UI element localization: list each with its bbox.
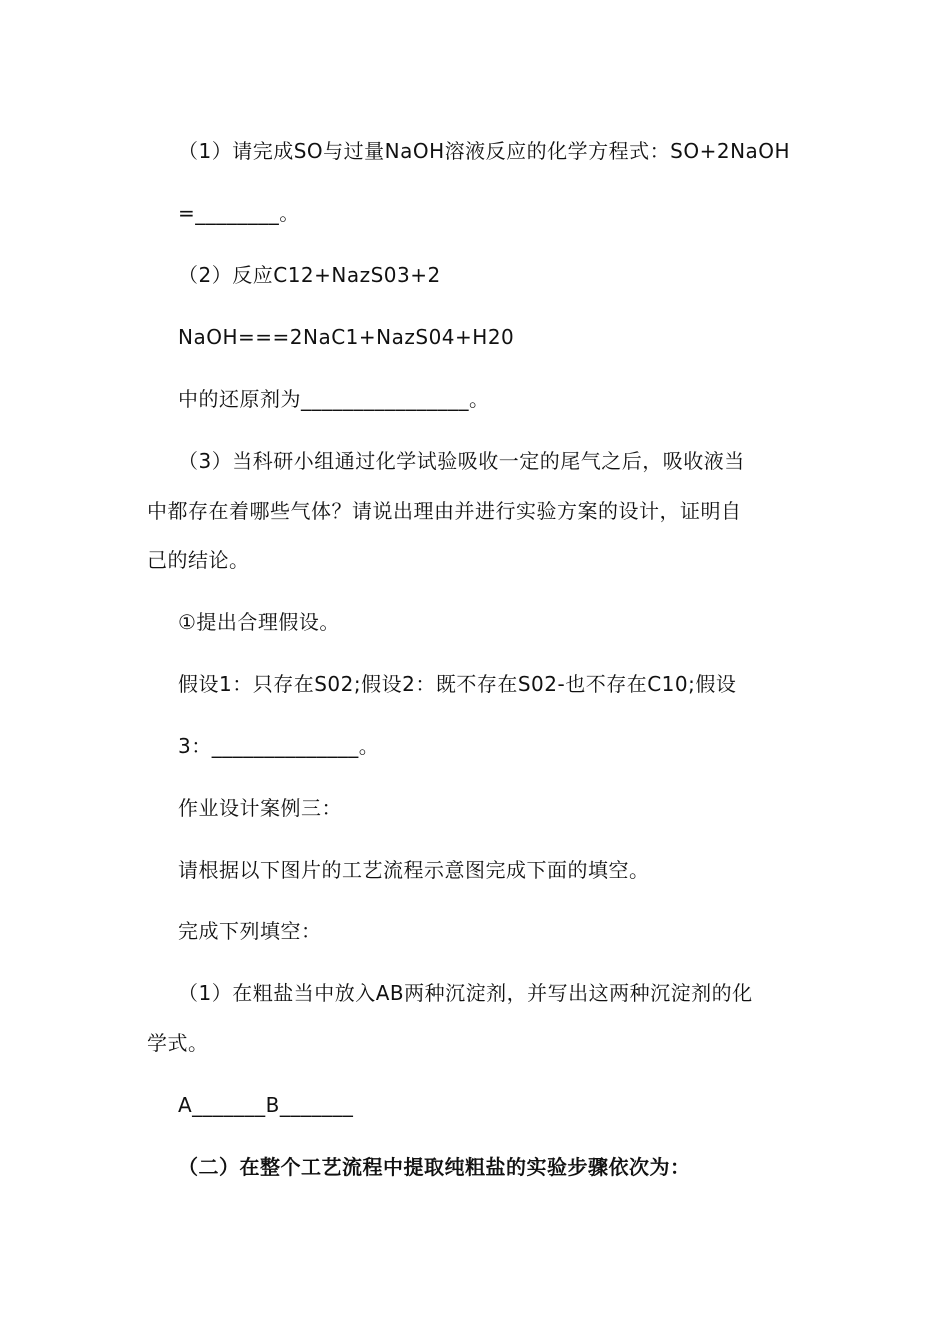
fill-blanks-heading: 完成下列填空： bbox=[178, 919, 322, 943]
question-1-line-1: （1）请完成SO与过量NaOH溶液反应的化学方程式：SO+2NaOH bbox=[178, 139, 791, 163]
question-3-line-3: 己的结论。 bbox=[147, 548, 250, 572]
question-3-line-2: 中都存在着哪些气体？请说出理由并进行实验方案的设计，证明自 bbox=[147, 499, 742, 523]
question-2-line-2: NaOH===2NaC1+NazS04+H20 bbox=[178, 325, 515, 349]
case-three-heading: 作业设计案例三： bbox=[178, 796, 342, 820]
hypothesis-line-2: 3：______________。 bbox=[178, 734, 380, 758]
case-three-instruction: 请根据以下图片的工艺流程示意图完成下面的填空。 bbox=[178, 858, 650, 882]
question-3-line-1: （3）当科研小组通过化学试验吸收一定的尾气之后，吸收液当 bbox=[178, 449, 745, 473]
case-three-q2-heading: （二）在整个工艺流程中提取纯粗盐的实验步骤依次为： bbox=[178, 1155, 691, 1179]
question-2-line-3: 中的还原剂为________________。 bbox=[178, 387, 490, 411]
hypothesis-heading: ①提出合理假设。 bbox=[178, 610, 340, 634]
answer-blanks-a-b: A_______B_______ bbox=[178, 1093, 354, 1117]
case-three-q1-line-1: （1）在粗盐当中放入AB两种沉淀剂，并写出这两种沉淀剂的化 bbox=[178, 981, 753, 1005]
hypothesis-line-1: 假设1：只存在S02;假设2：既不存在S02-也不存在C10;假设 bbox=[178, 672, 737, 696]
question-1-line-2: =________。 bbox=[178, 201, 300, 225]
question-2-line-1: （2）反应C12+NazS03+2 bbox=[178, 263, 441, 287]
case-three-q1-line-2: 学式。 bbox=[147, 1031, 209, 1055]
